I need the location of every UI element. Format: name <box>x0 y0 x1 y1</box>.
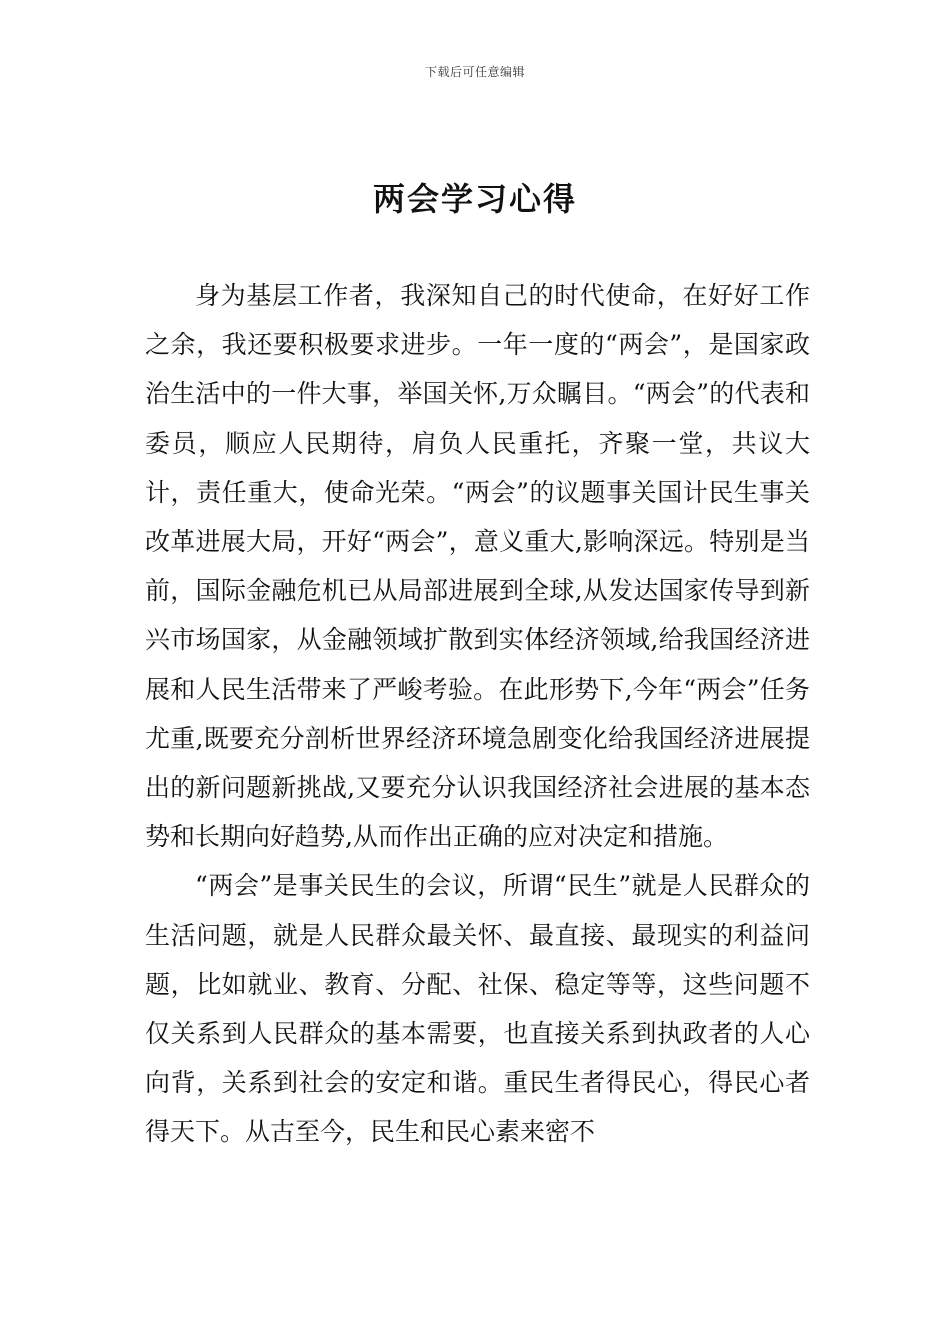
page-header-note: 下载后可任意编辑 <box>424 65 525 79</box>
document-body <box>145 271 810 1157</box>
paragraph-1: 身为基层工作者，我深知自己的时代使命，在好好工作之余，我还要积极要求进步。一年一度的“两会”，是国家政治生活中的一件大事，举国关怀,万众瞩目。“两会”的代表和委员，顺应人民期待，肩负人民重托，齐聚一堂，共议大计，责任重大，使命光荣。“两会”的议题事关国计民生事关改革进展大局，开好“两会”，意义重大,影响深远。特别是当前，国际金融危机已从局部进展到全球,从发达国家传导到新兴市场国家，从金融领域扩散到实体经济领域,给我国经济进展和人民生活带来了严峻考验。在此形势下,今年“两会”任务尤重,既要充分剖析世界经济环境急剧变化给我国经济进展提出的新问题新挑战,又要充分认识我国经济社会进展的基本态势和长期向好趋势,从而作出正确的应对决定和措施。 <box>145 281 810 852</box>
document-title: 两会学习心得 <box>372 180 577 218</box>
paragraph-2: “两会”是事关民生的会议，所谓“民生”就是人民群众的生活问题，就是人民群众最关怀、最直接、最现实的利益问题，比如就业、教育、分配、社保、稳定等等，这些问题不仅关系到人民群众的基本需要，也直接关系到执政者的人心向背，关系到社会的安定和谐。重民生者得民心，得民心者得天下。从古至今，民生和民心素来密不 <box>145 871 810 1147</box>
